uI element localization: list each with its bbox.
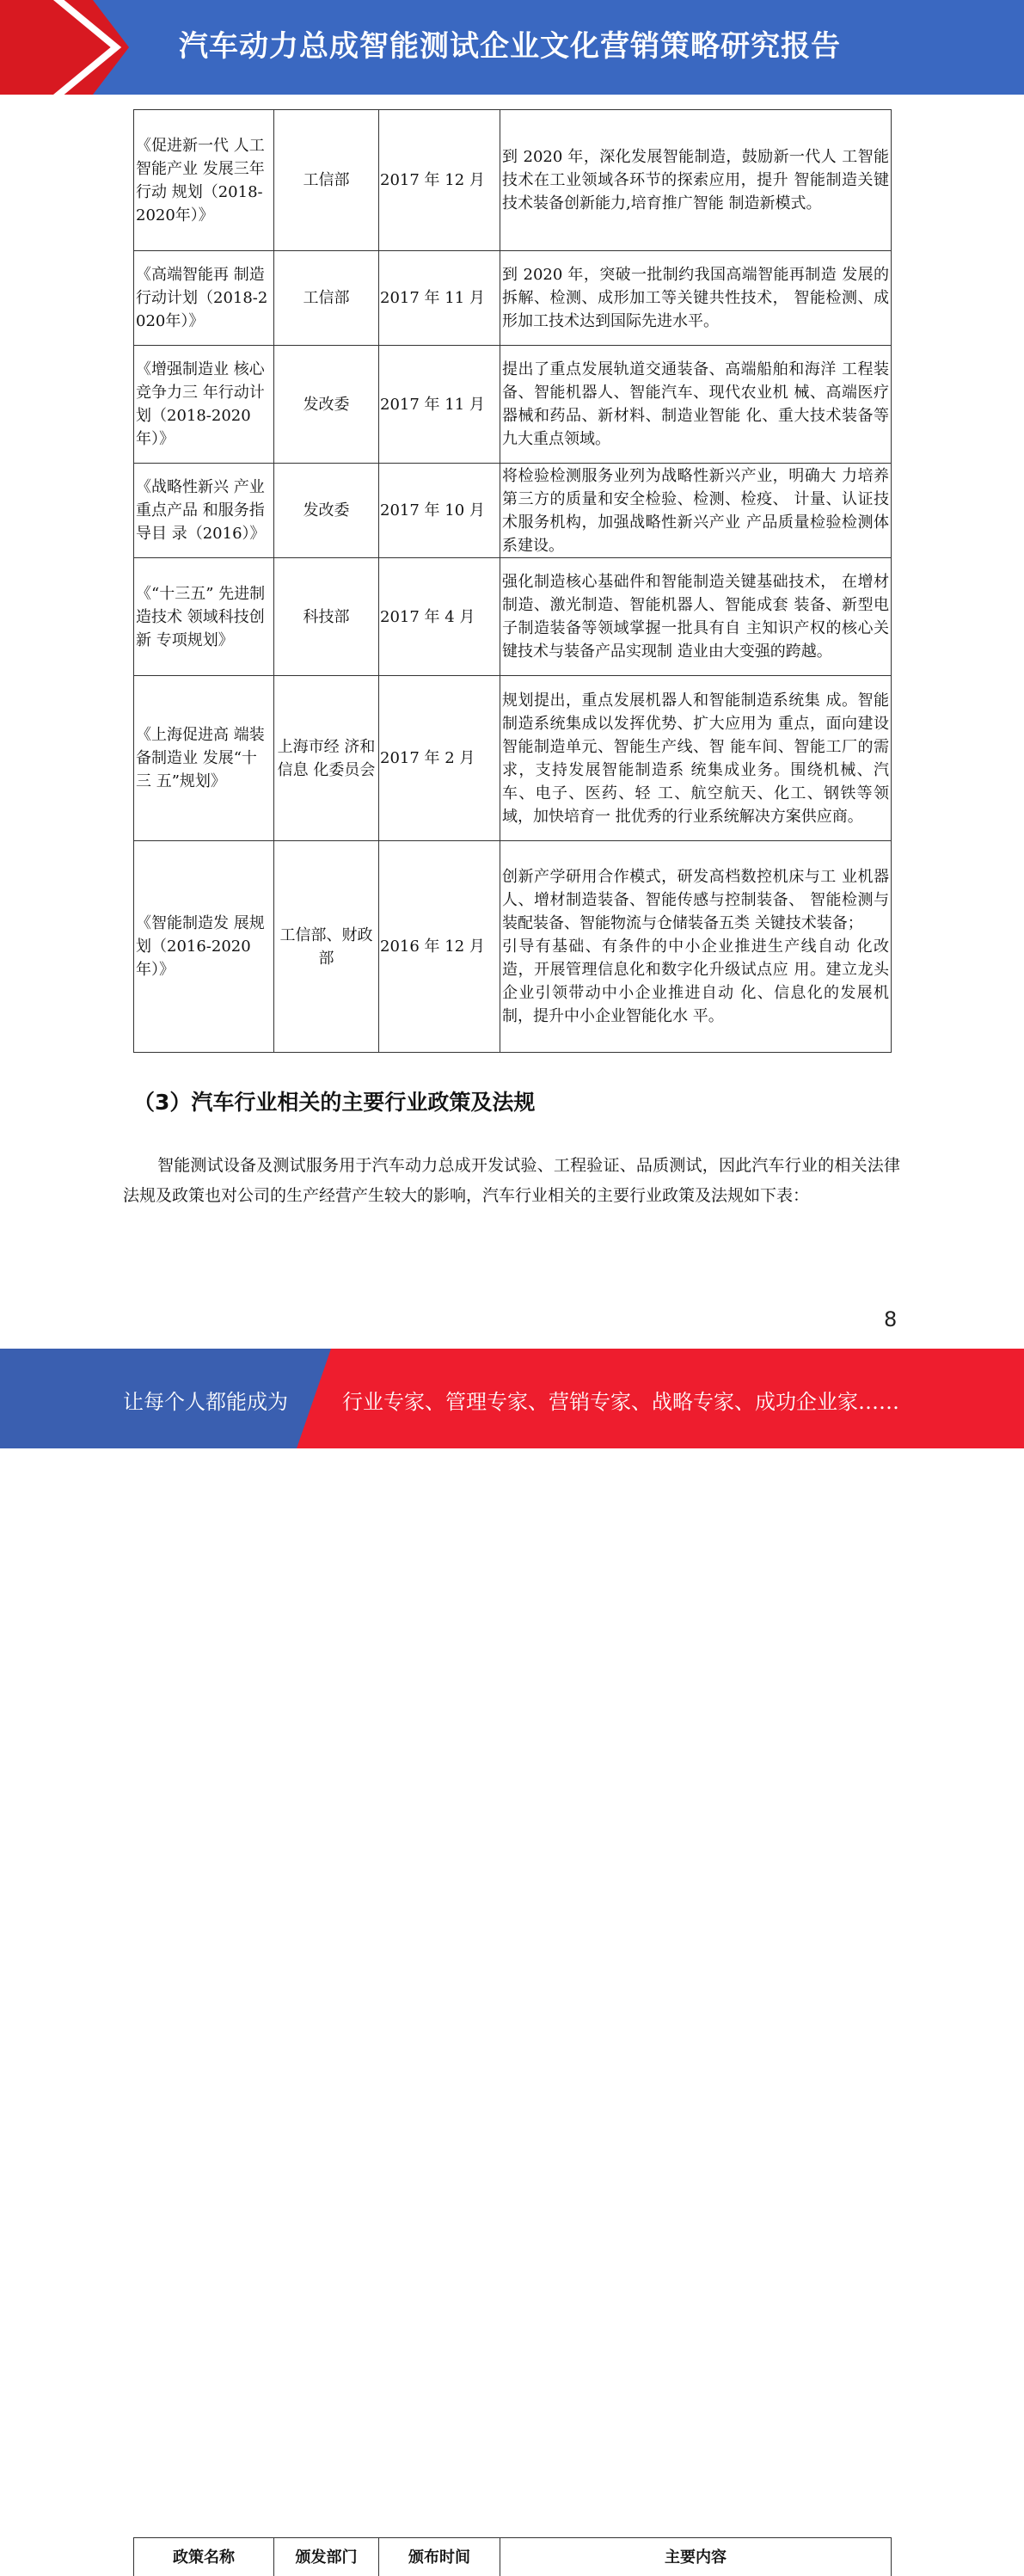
policy-department: 工信部、财政部 xyxy=(274,841,379,1053)
policy-content: 规划提出，重点发展机器人和智能制造系统集 成。智能制造系统集成以发挥优势、扩大应用为 重点，面向建设智能制造单元、智能生产线、智 能车间、智能工厂的需求，支持发展智能制造系 统集成业务。围绕机械、汽车、电子、医药、轻 工、航空航天、化工、钢铁等领域，加快培育一 批优秀的行业系统解决方案供应商。 xyxy=(500,676,892,841)
policy-date: 2017 年 10 月 xyxy=(379,464,500,558)
automotive-policy-table xyxy=(133,2537,892,2576)
policy-name: 《“十三五” 先进制造技术 领域科技创新 专项规划》 xyxy=(134,558,274,676)
body-paragraph: 智能测试设备及测试服务用于汽车动力总成开发试验、工程验证、品质测试，因此汽车行业的相关法律法规及政策也对公司的生产经营产生较大的影响，汽车行业相关的主要行业政策及法规如下表： xyxy=(123,1151,900,1211)
policy-department: 工信部 xyxy=(274,251,379,346)
policy-department: 发改委 xyxy=(274,464,379,558)
table-row xyxy=(134,676,892,841)
policy-name: 《战略性新兴 产业重点产品 和服务指导目 录（2016）》 xyxy=(134,464,274,558)
policy-name: 《增强制造业 核心竞争力三 年行动计划（2018-2020年）》 xyxy=(134,346,274,464)
table-row xyxy=(134,558,892,676)
policy-name: 《智能制造发 展规划（2016-2020年）》 xyxy=(134,841,274,1053)
policy-department: 科技部 xyxy=(274,558,379,676)
table2-clip xyxy=(0,1269,1024,1306)
policy-date: 2017 年 11 月 xyxy=(379,346,500,464)
policy-content: 到 2020 年，突破一批制约我国高端智能再制造 发展的拆解、检测、成形加工等关键共性技术， 智能检测、成形加工技术达到国际先进水平。 xyxy=(500,251,892,346)
page-footer xyxy=(0,1349,1024,1448)
header-red-arrow-decoration xyxy=(0,0,129,95)
policy-department: 发改委 xyxy=(274,346,379,464)
policy-content: 强化制造核心基础件和智能制造关键基础技术， 在增材制造、激光制造、智能机器人、智能成套 装备、新型电子制造装备等领域掌握一批具有自 主知识产权的核心关键技术与装备产品实现制 造业由大变强的跨越。 xyxy=(500,558,892,676)
section-heading: （3）汽车行业相关的主要行业政策及法规 xyxy=(133,1085,535,1116)
policy-name: 《高端智能再 制造行动计划（2018-2020年）》 xyxy=(134,251,274,346)
policy-name: 《上海促进高 端装备制造业 发展“十三 五”规划》 xyxy=(134,676,274,841)
policy-department: 上海市经 济和信息 化委员会 xyxy=(274,676,379,841)
table-row xyxy=(134,841,892,1053)
policy-date: 2017 年 4 月 xyxy=(379,558,500,676)
table-row xyxy=(134,110,892,251)
page-header xyxy=(0,0,1024,95)
table-header-row xyxy=(134,2538,892,2576)
policy-date: 2017 年 12 月 xyxy=(379,110,500,251)
table-row xyxy=(134,251,892,346)
footer-slogan-right: 行业专家、管理专家、营销专家、战略专家、成功企业家…… xyxy=(342,1385,899,1415)
table-row xyxy=(134,464,892,558)
policy-content: 将检验检测服务业列为战略性新兴产业，明确大 力培养第三方的质量和安全检验、检测、检疫、 计量、认证技术服务机构，加强战略性新兴产业 产品质量检验检测体系建设。 xyxy=(500,464,892,558)
column-header-department: 颁发部门 xyxy=(274,2538,379,2576)
policy-date: 2016 年 12 月 xyxy=(379,841,500,1053)
policy-name: 《促进新一代 人工智能产业 发展三年行动 规划（2018-2020年）》 xyxy=(134,110,274,251)
policy-date: 2017 年 11 月 xyxy=(379,251,500,346)
column-header-date: 颁布时间 xyxy=(379,2538,500,2576)
policy-table xyxy=(133,109,892,1053)
page-number: 8 xyxy=(884,1307,897,1331)
report-title: 汽车动力总成智能测试企业文化营销策略研究报告 xyxy=(179,22,841,65)
column-header-policy-name: 政策名称 xyxy=(134,2538,274,2576)
table-row xyxy=(134,346,892,464)
footer-slogan-left: 让每个人都能成为 xyxy=(123,1385,288,1415)
policy-content: 创新产学研用合作模式，研发高档数控机床与工 业机器人、增材制造装备、智能传感与控制装备、 智能检测与装配装备、智能物流与仓储装备五类 关键技术装备； 引导有基础、有条件的中小企业推进生产线自动 化改造，开展管理信息化和数字化升级试点应 用。建立龙头企业引领带动中小企业推进自动 化、信息化的发展机制，提升中小企业智能化水 平。 xyxy=(500,841,892,1053)
policy-content: 提出了重点发展轨道交通装备、高端船舶和海洋 工程装备、智能机器人、智能汽车、现代农业机 械、高端医疗器械和药品、新材料、制造业智能 化、重大技术装备等九大重点领域。 xyxy=(500,346,892,464)
policy-content: 到 2020 年，深化发展智能制造，鼓励新一代人 工智能技术在工业领域各环节的探索应用，提升 智能制造关键技术装备创新能力,培育推广智能 制造新模式。 xyxy=(500,110,892,251)
column-header-content: 主要内容 xyxy=(500,2538,892,2576)
policy-date: 2017 年 2 月 xyxy=(379,676,500,841)
policy-department: 工信部 xyxy=(274,110,379,251)
